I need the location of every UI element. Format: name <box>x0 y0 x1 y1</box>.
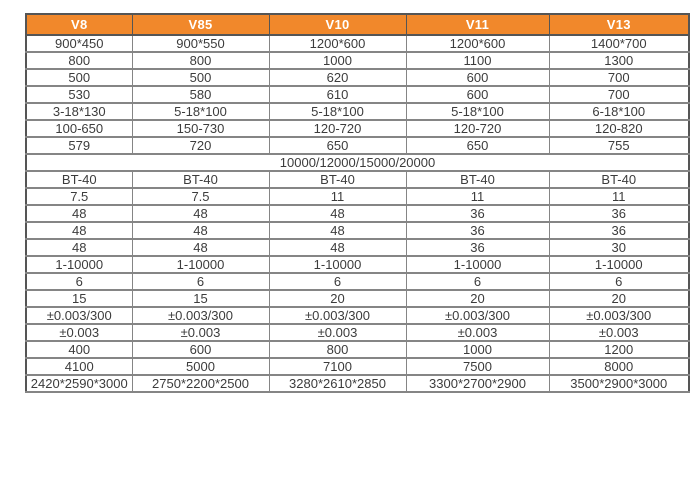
table-cell: 120-720 <box>406 120 549 137</box>
table-cell: 48 <box>26 239 132 256</box>
table-cell: 1200*600 <box>406 35 549 52</box>
table-cell: 3300*2700*2900 <box>406 375 549 392</box>
table-row <box>26 103 689 120</box>
table-row <box>26 273 689 290</box>
table-cell: 5-18*100 <box>132 103 269 120</box>
table-cell: 500 <box>132 69 269 86</box>
table-cell: 1200*600 <box>269 35 406 52</box>
table-cell: 800 <box>132 52 269 69</box>
table-cell: 1400*700 <box>549 35 689 52</box>
table-row <box>26 324 689 341</box>
table-cell: 5-18*100 <box>269 103 406 120</box>
table-cell: 48 <box>132 222 269 239</box>
table-cell: 800 <box>26 52 132 69</box>
table-cell: 30 <box>549 239 689 256</box>
header-row <box>26 14 689 35</box>
table-cell: 20 <box>406 290 549 307</box>
table-cell: 3280*2610*2850 <box>269 375 406 392</box>
table-cell: 1000 <box>269 52 406 69</box>
table-cell: 6 <box>269 273 406 290</box>
table-row <box>26 86 689 103</box>
table-row <box>26 256 689 273</box>
table-cell: ±0.003 <box>549 324 689 341</box>
table-cell: 36 <box>406 205 549 222</box>
table-cell: BT-40 <box>549 171 689 188</box>
table-cell: BT-40 <box>132 171 269 188</box>
table-cell: 650 <box>269 137 406 154</box>
table-cell: 36 <box>406 239 549 256</box>
table-cell: ±0.003/300 <box>549 307 689 324</box>
table-row <box>26 69 689 86</box>
table-cell: 1000 <box>406 341 549 358</box>
table-cell: 120-720 <box>269 120 406 137</box>
table-cell: 2420*2590*3000 <box>26 375 132 392</box>
table-row <box>26 35 689 52</box>
table-cell: ±0.003/300 <box>406 307 549 324</box>
table-row <box>26 375 689 392</box>
table-cell: 1100 <box>406 52 549 69</box>
table-row <box>26 239 689 256</box>
table-cell: 600 <box>406 69 549 86</box>
table-row <box>26 341 689 358</box>
table-row <box>26 205 689 222</box>
column-header-v10: V10 <box>269 14 406 35</box>
table-row <box>26 358 689 375</box>
table-cell: 1-10000 <box>26 256 132 273</box>
table-cell: 48 <box>269 205 406 222</box>
table-cell: BT-40 <box>406 171 549 188</box>
table-cell: 900*550 <box>132 35 269 52</box>
table-cell: 11 <box>406 188 549 205</box>
table-row <box>26 307 689 324</box>
table-row <box>26 171 689 188</box>
table-cell: 6 <box>549 273 689 290</box>
table-cell: 11 <box>549 188 689 205</box>
table-cell: 1-10000 <box>132 256 269 273</box>
column-header-v85: V85 <box>132 14 269 35</box>
table-cell: 20 <box>549 290 689 307</box>
table-cell: 48 <box>132 205 269 222</box>
table-cell: 579 <box>26 137 132 154</box>
table-cell: 600 <box>406 86 549 103</box>
table-cell: 20 <box>269 290 406 307</box>
spec-table-body <box>26 35 689 392</box>
table-cell: 650 <box>406 137 549 154</box>
table-cell: 4100 <box>26 358 132 375</box>
table-cell: 1-10000 <box>269 256 406 273</box>
table-cell: 1-10000 <box>549 256 689 273</box>
column-header-v13: V13 <box>549 14 689 35</box>
table-cell: 755 <box>549 137 689 154</box>
table-cell: 3-18*130 <box>26 103 132 120</box>
table-row <box>26 154 689 171</box>
table-cell: ±0.003 <box>269 324 406 341</box>
table-cell: 500 <box>26 69 132 86</box>
table-cell: 7.5 <box>132 188 269 205</box>
table-cell: 720 <box>132 137 269 154</box>
table-cell: ±0.003/300 <box>269 307 406 324</box>
spec-table-header <box>26 14 689 35</box>
table-cell: 150-730 <box>132 120 269 137</box>
table-cell: 6 <box>406 273 549 290</box>
table-cell: 36 <box>406 222 549 239</box>
table-cell: 7100 <box>269 358 406 375</box>
table-cell: 620 <box>269 69 406 86</box>
table-cell: BT-40 <box>26 171 132 188</box>
table-cell: 6 <box>132 273 269 290</box>
table-cell: ±0.003/300 <box>26 307 132 324</box>
table-cell: 1300 <box>549 52 689 69</box>
table-cell: 36 <box>549 205 689 222</box>
column-header-v11: V11 <box>406 14 549 35</box>
table-cell: 1200 <box>549 341 689 358</box>
table-cell: 700 <box>549 69 689 86</box>
table-cell: 1-10000 <box>406 256 549 273</box>
table-cell: ±0.003/300 <box>132 307 269 324</box>
table-row <box>26 188 689 205</box>
table-cell: 15 <box>26 290 132 307</box>
table-cell: 600 <box>132 341 269 358</box>
table-cell: 100-650 <box>26 120 132 137</box>
table-cell: 6 <box>26 273 132 290</box>
table-cell: 120-820 <box>549 120 689 137</box>
table-cell: 15 <box>132 290 269 307</box>
table-cell: 6-18*100 <box>549 103 689 120</box>
table-cell: ±0.003 <box>26 324 132 341</box>
merged-cell: 10000/12000/15000/20000 <box>26 154 689 171</box>
table-cell: ±0.003 <box>132 324 269 341</box>
table-row <box>26 222 689 239</box>
table-cell: 36 <box>549 222 689 239</box>
table-cell: 800 <box>269 341 406 358</box>
table-cell: 8000 <box>549 358 689 375</box>
table-cell: 7500 <box>406 358 549 375</box>
table-cell: 48 <box>26 205 132 222</box>
table-cell: BT-40 <box>269 171 406 188</box>
table-cell: 11 <box>269 188 406 205</box>
table-row <box>26 290 689 307</box>
table-cell: 48 <box>269 222 406 239</box>
table-cell: 530 <box>26 86 132 103</box>
column-header-v8: V8 <box>26 14 132 35</box>
table-cell: 7.5 <box>26 188 132 205</box>
table-cell: 700 <box>549 86 689 103</box>
table-cell: 5000 <box>132 358 269 375</box>
table-cell: 48 <box>26 222 132 239</box>
table-cell: 5-18*100 <box>406 103 549 120</box>
table-row <box>26 52 689 69</box>
table-cell: 3500*2900*3000 <box>549 375 689 392</box>
table-cell: 400 <box>26 341 132 358</box>
table-cell: 900*450 <box>26 35 132 52</box>
table-cell: ±0.003 <box>406 324 549 341</box>
table-cell: 580 <box>132 86 269 103</box>
table-row <box>26 120 689 137</box>
table-cell: 2750*2200*2500 <box>132 375 269 392</box>
table-cell: 48 <box>132 239 269 256</box>
table-cell: 48 <box>269 239 406 256</box>
spec-table <box>25 13 690 393</box>
table-row <box>26 137 689 154</box>
table-cell: 610 <box>269 86 406 103</box>
